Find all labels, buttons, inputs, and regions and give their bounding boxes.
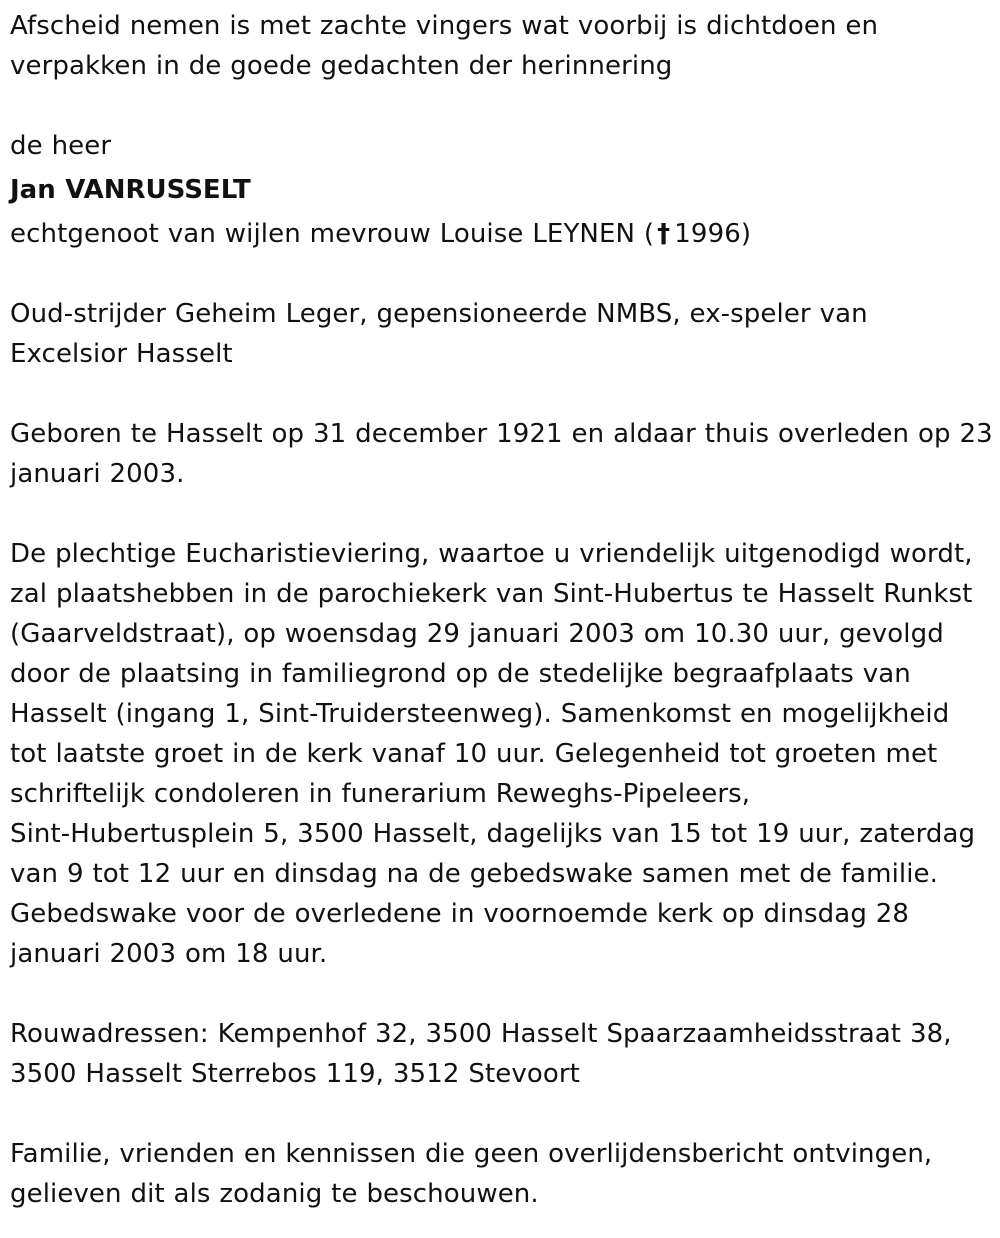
birth-death-paragraph [10,414,995,494]
ceremony-line: van 9 tot 12 uur en dinsdag na de gebedswake samen met de familie. [10,859,938,889]
addresses-paragraph [10,1014,995,1094]
spacer [10,494,995,534]
closing-line: Familie, vrienden en kennissen die geen overlijdensbericht ontvingen, [10,1139,933,1169]
ceremony-line: (Gaarveldstraat), op woensdag 29 januari 2003 om 10.30 uur, gevolgd [10,619,944,649]
spouse-death-year: 1996) [674,219,752,249]
ceremony-line: Sint-Hubertusplein 5, 3500 Hasselt, dagelijks van 15 tot 19 uur, zaterdag [10,819,976,849]
quote-line: Afscheid nemen is met zachte vingers wat voorbij is dichtdoen en [10,11,879,41]
spacer [10,254,995,294]
cross-icon: † [657,219,671,249]
birth-death-line: Geboren te Hasselt op 31 december 1921 en aldaar thuis overleden op 23 [10,419,993,449]
spacer [10,1094,995,1134]
quote-line: verpakken in de goede gedachten der herinnering [10,51,673,81]
spacer [10,374,995,414]
ceremony-line: Hasselt (ingang 1, Sint-Truidersteenweg). Samenkomst en mogelijkheid [10,699,950,729]
closing-line: gelieven dit als zodanig te beschouwen. [10,1179,539,1209]
address-line: Rouwadressen: Kempenhof 32, 3500 Hasselt Spaarzaamheidsstraat 38, [10,1019,952,1049]
career-paragraph [10,294,995,374]
birth-death-line: januari 2003. [10,459,185,489]
ceremony-line: Gebedswake voor de overledene in voornoemde kerk op dinsdag 28 [10,899,910,929]
ceremony-line: zal plaatshebben in de parochiekerk van Sint-Hubertus te Hasselt Runkst [10,579,973,609]
spouse-text: echtgenoot van wijlen mevrouw Louise LEYNEN ( [10,219,655,249]
career-line: Excelsior Hasselt [10,339,233,369]
ceremony-line: tot laatste groet in de kerk vanaf 10 uur. Gelegenheid tot groeten met [10,739,938,769]
spouse-line [10,214,995,254]
spacer [10,974,995,1014]
honorific: de heer [10,131,112,161]
address-line: 3500 Hasselt Sterrebos 119, 3512 Stevoort [10,1059,580,1089]
deceased-name: Jan VANRUSSELT [10,175,251,205]
closing-paragraph [10,1134,995,1214]
ceremony-line: De plechtige Eucharistieviering, waartoe u vriendelijk uitgenodigd wordt, [10,539,973,569]
obituary-notice [10,6,995,1214]
spacer [10,86,995,126]
opening-quote [10,6,995,86]
ceremony-line: door de plaatsing in familiegrond op de stedelijke begraafplaats van [10,659,911,689]
ceremony-line: schriftelijk condoleren in funerarium Reweghs-Pipeleers, [10,779,751,809]
ceremony-paragraph [10,534,995,974]
ceremony-line: januari 2003 om 18 uur. [10,939,328,969]
career-line: Oud-strijder Geheim Leger, gepensioneerde NMBS, ex-speler van [10,299,868,329]
